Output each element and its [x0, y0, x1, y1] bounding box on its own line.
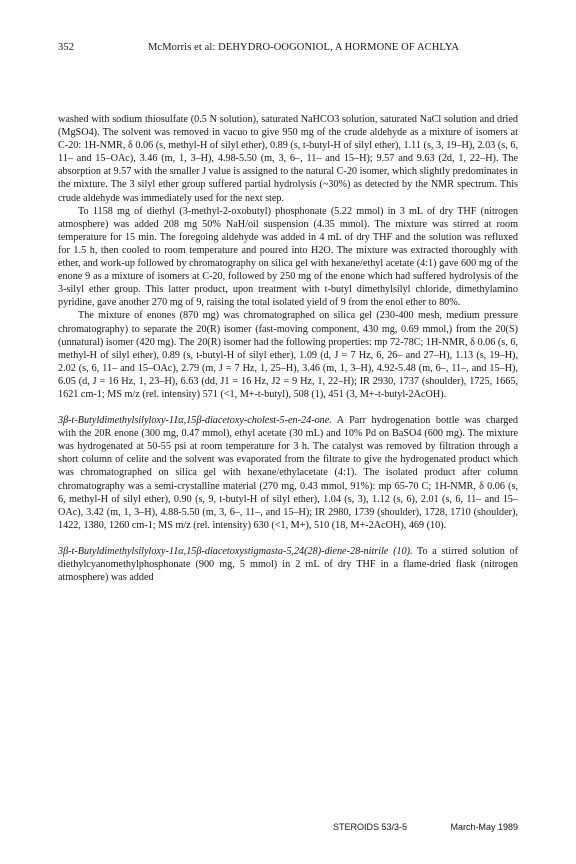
compound-heading: 3β-t-Butyldimethylsilyloxy-11α,15β-diacetoxy-cholest-5-en-24-one. [58, 415, 332, 427]
paragraph-nitrile-synthesis [58, 545, 518, 584]
paragraph-text: The mixture of enones (870 mg) was chromatographed on silica gel (230-400 mesh, medium pressure chromatography) to separate the 20(R) isomer (fast-moving component, 430 mg, 0.69 mmol,) from the 20(S)(unnatural) isomer (420 mg). The 20(R) isomer had the following properties: mp 72-78C; 1H-NMR, δ 0.06 (s, 6, methyl-H of silyl ether), 0.89 (s, t-butyl-H of silyl ether), 1.09 (d, J = 7 Hz, 6, 26– and 27–H), 1.13 (s, 19–H), 2.02 (s, 6, 11– and 15–OAc), 2.79 (m, J = 7 Hz, 1, 25–H), 3.46 (m, 1, 3–H), 4.92-5.48 (m, 6–, 11–, and 15–H), 6.05 (d, J = 16 Hz, 1, 23–H), 6.63 (dd, J1 = 16 Hz, J2 = 9 Hz, 1, 22–H); IR 2930, 1737 (shoulder), 1725, 1665, 1621 cm-1; MS m/z (rel. intensity) 571 (<1, M+-t-butyl), 508 (1), 451 (3, M+-t-butyl-2AcOH). [58, 310, 518, 400]
paragraph-isomer-separation [58, 309, 518, 401]
paragraph-text: To 1158 mg of diethyl (3-methyl-2-oxobutyl) phosphonate (5.22 mmol) in 3 mL of dry THF (nitrogen atmosphere) was added 208 mg 50% NaH/oil suspension (4.35 mmol). The mixture was stirred at room temperature for 15 min. The foregoing aldehyde was added in 4 mL of dry THF and the solution was refluxed for 1.5 h, then cooled to room temperature and poured into H2O. The mixture was extracted thoroughly with ether, and work-up followed by chromatography on silica gel with hexane/ethyl acetate (4:1) gave 600 mg of the enone 9 as a mixture of isomers at C-20, followed by 250 mg of the enone which had suffered hydrolysis of the 3-silyl ether group. This latter product, upon treatment with t-butyl dimethylsilyl chloride, dimethylamino pyridine, gave another 270 mg of 9, raising the total isolated yield of 9 from the enol ether to 80%. [58, 205, 518, 309]
paragraph-hydrogenation [58, 414, 518, 532]
page-footer [333, 822, 518, 836]
page-number: 352 [58, 42, 75, 53]
paragraph-text: washed with sodium thiosulfate (0.5 N solution), saturated NaHCO3 solution, saturated NaCl solution and dried (MgSO4). The solvent was removed in vacuo to give 950 mg of the crude aldehyde as a mixture of isomers at C-20: 1H-NMR, δ 0.06 (s, methyl-H of silyl ether), 0.89 (s, t-butyl-H of silyl ether), 1.11 (s, 3, 19–H), 2.03 (s, 6, 11– and 15–OAc), 3.46 (m, 1, 3–H), 4.98-5.50 (m, 3, 6–, 11– and 15–H); 9.57 and 9.63 (2d, 1, 22–H). The absorption at 9.57 with the smaller J value is assigned to the natural C-20 isomer, which slightly predominates in the mixture. The 3 silyl ether group suffered partial hydrolysis (~30%) as detected by the NMR spectrum. This crude aldehyde was immediately used for the next step. [58, 114, 518, 204]
running-head [58, 42, 518, 56]
paragraph-phosphonate-reaction [58, 205, 518, 310]
paragraph-workup [58, 113, 518, 205]
issue-date: March-May 1989 [450, 822, 518, 832]
paragraph-text: To a stirred solution of diethylcyanomethylphosphonate (900 mg, 5 mmol) in 2 mL of dry THF in a flame-dried flask (nitrogen atmosphere) was added [58, 545, 518, 584]
journal-citation: STEROIDS 53/3-5 [333, 822, 408, 832]
running-title: McMorris et al: DEHYDRO-OOGONIOL, A HORMONE OF ACHLYA [148, 42, 460, 53]
paragraph-text: A Parr hydrogenation bottle was charged with the 20R enone (300 mg, 0.47 mmol), ethyl acetate (30 mL) and 10% Pd on BaSO4 (600 mg). The mixture was hydrogenated at 50-55 psi at room temperature for 3 h. The catalyst was removed by filtration through a short column of celite and the solvent was evaporated from the filtrate to give the hydrogenated product which was chromatographed on silica gel with hexane/ethylacetate (4:1). The isolated product after column chromatography was a semi-crystalline material (270 mg, 0.43 mmol, 91%): mp 65-70 C; 1H-NMR, δ 0.06 (s, 6, methyl-H of silyl ether), 0.90 (s, 9, t-butyl-H of silyl ether), 1.04 (s, 3), 1.12 (s, 6), 2.01 (s, 6, 11– and 15–OAc), 3.42 (m, 1, 3–H), 4.88-5.50 (m, 3, 6–, 11–, and 15–H); IR 2980, 1739 (shoulder), 1728, 1710 (shoulder), 1422, 1380, 1260 cm-1; MS m/z (rel. intensity) 630 (<1, M+), 510 (18, M+-2AcOH), 469 (10). [58, 415, 518, 531]
body-text [58, 113, 518, 584]
compound-heading: 3β-t-Butyldimethylsilyloxy-11α,15β-diacetoxystigmasta-5,24(28)-diene-28-nitrile (10). [58, 545, 413, 557]
